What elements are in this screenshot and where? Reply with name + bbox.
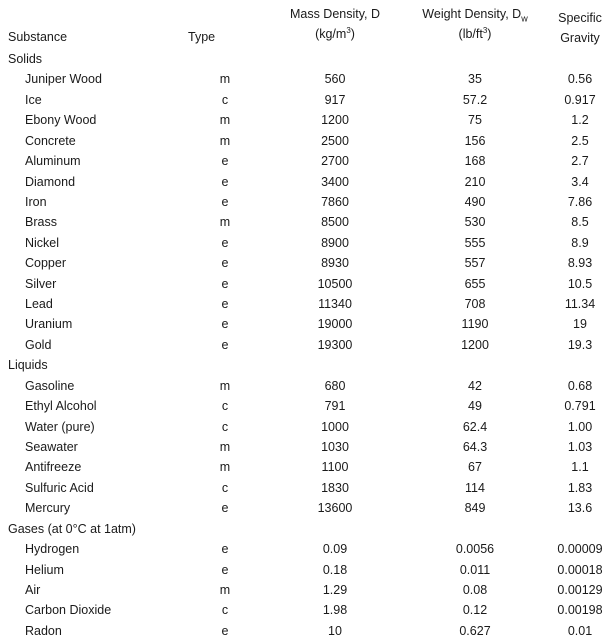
cell-mass-density: 2500 bbox=[321, 133, 349, 148]
cell-type: m bbox=[219, 215, 231, 230]
cell-specific-gravity: 0.56 bbox=[567, 72, 593, 87]
cell-specific-gravity: 1.83 bbox=[567, 480, 593, 495]
table-row bbox=[0, 131, 614, 151]
cell-weight-density: 67 bbox=[468, 460, 482, 475]
table-row bbox=[0, 539, 614, 559]
cell-weight-density: 64.3 bbox=[462, 439, 488, 454]
cell-mass-density: 1.29 bbox=[322, 582, 348, 597]
cell-substance: Seawater bbox=[25, 439, 78, 454]
cell-type: m bbox=[219, 582, 231, 597]
cell-weight-density: 555 bbox=[464, 235, 486, 250]
cell-mass-density: 8930 bbox=[321, 256, 349, 271]
table-row bbox=[0, 498, 614, 518]
cell-mass-density: 11340 bbox=[318, 297, 352, 312]
cell-specific-gravity: 0.01 bbox=[567, 623, 593, 638]
cell-mass-density: 19300 bbox=[317, 337, 353, 352]
cell-type: e bbox=[221, 501, 229, 516]
cell-specific-gravity: 0.00198 bbox=[557, 603, 603, 618]
cell-specific-gravity: 2.5 bbox=[571, 133, 589, 148]
cell-specific-gravity: 0.00009 bbox=[557, 542, 603, 557]
cell-weight-density: 0.011 bbox=[459, 562, 491, 577]
cell-weight-density: 490 bbox=[464, 194, 486, 209]
cell-mass-density: 1830 bbox=[321, 480, 349, 495]
section-header bbox=[0, 355, 614, 375]
cell-weight-density: 62.4 bbox=[462, 419, 488, 434]
cell-specific-gravity: 8.9 bbox=[571, 235, 589, 250]
cell-substance: Ice bbox=[25, 92, 42, 107]
table-row bbox=[0, 212, 614, 232]
table-row bbox=[0, 294, 614, 314]
cell-weight-density: 1200 bbox=[461, 337, 489, 352]
cell-type: e bbox=[221, 256, 229, 271]
cell-substance: Mercury bbox=[25, 501, 71, 516]
cell-specific-gravity: 19 bbox=[573, 317, 587, 332]
cell-weight-density: 849 bbox=[464, 501, 486, 516]
cell-mass-density: 7860 bbox=[321, 194, 349, 209]
section-header bbox=[0, 519, 614, 539]
cell-weight-density: 0.0056 bbox=[455, 542, 495, 557]
cell-specific-gravity: 13.6 bbox=[567, 501, 593, 516]
cell-type: e bbox=[221, 276, 229, 291]
cell-specific-gravity: 3.4 bbox=[571, 174, 589, 189]
cell-substance: Antifreeze bbox=[25, 460, 82, 475]
cell-substance: Ethyl Alcohol bbox=[25, 399, 97, 414]
cell-type: e bbox=[221, 337, 229, 352]
cell-specific-gravity: 1.1 bbox=[571, 460, 589, 475]
table-row bbox=[0, 233, 614, 253]
table-row bbox=[0, 172, 614, 192]
cell-mass-density: 0.18 bbox=[322, 562, 348, 577]
cell-specific-gravity: 8.5 bbox=[571, 215, 589, 230]
section-label: Gases (at 0°C at 1atm) bbox=[8, 521, 136, 536]
table-row bbox=[0, 478, 614, 498]
table-row bbox=[0, 580, 614, 600]
cell-substance: Helium bbox=[25, 562, 64, 577]
cell-weight-density: 210 bbox=[464, 174, 486, 189]
cell-substance: Ebony Wood bbox=[25, 113, 97, 128]
cell-mass-density: 680 bbox=[324, 378, 346, 393]
cell-substance: Juniper Wood bbox=[25, 72, 102, 87]
table-row bbox=[0, 457, 614, 477]
cell-weight-density: 75 bbox=[468, 113, 482, 128]
table-row bbox=[0, 69, 614, 89]
cell-substance: Copper bbox=[25, 256, 66, 271]
cell-type: e bbox=[221, 194, 229, 209]
cell-substance: Brass bbox=[25, 215, 57, 230]
cell-weight-density: 557 bbox=[464, 256, 486, 271]
table-row bbox=[0, 253, 614, 273]
cell-substance: Gasoline bbox=[25, 378, 75, 393]
cell-weight-density: 114 bbox=[465, 480, 485, 495]
cell-mass-density: 1100 bbox=[321, 460, 349, 475]
table-row bbox=[0, 376, 614, 396]
header-mass-density bbox=[265, 4, 405, 44]
cell-substance: Gold bbox=[25, 337, 52, 352]
header-mass-unit: $(kg/m^3)$ bbox=[315, 25, 355, 41]
cell-specific-gravity: 2.7 bbox=[571, 154, 589, 169]
table-row bbox=[0, 151, 614, 171]
cell-specific-gravity: 10.5 bbox=[567, 276, 593, 291]
cell-type: e bbox=[221, 623, 229, 638]
cell-specific-gravity: 0.68 bbox=[567, 378, 593, 393]
header-weight-unit: $(lb/ft^3)$ bbox=[458, 25, 492, 41]
cell-type: c bbox=[221, 480, 229, 495]
table-row bbox=[0, 314, 614, 334]
cell-mass-density: 19000 bbox=[317, 317, 353, 332]
cell-weight-density: 0.08 bbox=[462, 582, 488, 597]
cell-weight-density: 530 bbox=[464, 215, 486, 230]
cell-mass-density: 1200 bbox=[321, 113, 349, 128]
cell-substance: Radon bbox=[25, 623, 62, 638]
cell-substance: Water (pure) bbox=[25, 419, 95, 434]
cell-substance: Uranium bbox=[25, 317, 73, 332]
table-row bbox=[0, 335, 614, 355]
cell-mass-density: 10 bbox=[328, 623, 342, 638]
cell-substance: Carbon Dioxide bbox=[25, 603, 112, 618]
header-specific-gravity: Specific Gravity bbox=[558, 11, 602, 45]
cell-mass-density: 10500 bbox=[317, 276, 353, 291]
cell-weight-density: 35 bbox=[468, 72, 482, 87]
cell-type: m bbox=[219, 133, 231, 148]
cell-mass-density: 560 bbox=[324, 72, 346, 87]
cell-type: m bbox=[219, 72, 231, 87]
cell-specific-gravity: 7.86 bbox=[567, 194, 593, 209]
cell-type: m bbox=[219, 439, 231, 454]
cell-type: c bbox=[221, 419, 229, 434]
cell-type: c bbox=[221, 399, 229, 414]
cell-type: c bbox=[221, 92, 229, 107]
cell-mass-density: 8900 bbox=[321, 235, 349, 250]
table-row bbox=[0, 600, 614, 620]
cell-weight-density: 708 bbox=[464, 297, 486, 312]
cell-mass-density: 13600 bbox=[317, 501, 353, 516]
table-row bbox=[0, 192, 614, 212]
cell-type: e bbox=[221, 317, 229, 332]
cell-specific-gravity: 0.917 bbox=[564, 92, 596, 107]
cell-substance: Concrete bbox=[25, 133, 76, 148]
cell-weight-density: 49 bbox=[468, 399, 482, 414]
cell-type: e bbox=[221, 235, 229, 250]
cell-mass-density: 1.98 bbox=[322, 603, 348, 618]
header-mass-title: Mass Density, D bbox=[289, 7, 381, 21]
cell-type: c bbox=[221, 603, 229, 618]
cell-mass-density: 2700 bbox=[321, 154, 349, 169]
cell-specific-gravity: 1.03 bbox=[567, 439, 593, 454]
cell-substance: Diamond bbox=[25, 174, 76, 189]
cell-specific-gravity: 0.00129 bbox=[557, 582, 603, 597]
cell-weight-density: 1190 bbox=[461, 317, 489, 332]
cell-specific-gravity: 1.2 bbox=[571, 113, 589, 128]
cell-weight-density: 0.12 bbox=[462, 603, 488, 618]
cell-mass-density: 8500 bbox=[321, 215, 349, 230]
cell-weight-density: 42 bbox=[468, 378, 482, 393]
cell-type: e bbox=[221, 174, 229, 189]
header-weight-density bbox=[400, 4, 550, 44]
cell-type: m bbox=[219, 378, 231, 393]
table-row bbox=[0, 417, 614, 437]
cell-substance: Air bbox=[25, 582, 41, 597]
cell-substance: Nickel bbox=[25, 235, 60, 250]
table-row bbox=[0, 110, 614, 130]
cell-substance: Iron bbox=[25, 194, 47, 209]
section-label: Liquids bbox=[8, 358, 48, 373]
cell-specific-gravity: 0.791 bbox=[564, 399, 596, 414]
table-row bbox=[0, 274, 614, 294]
table-row bbox=[0, 560, 614, 580]
cell-mass-density: 1000 bbox=[321, 419, 349, 434]
cell-mass-density: 0.09 bbox=[322, 542, 348, 557]
table-row bbox=[0, 396, 614, 416]
cell-mass-density: 3400 bbox=[321, 174, 349, 189]
table-row bbox=[0, 437, 614, 457]
table-row bbox=[0, 90, 614, 110]
cell-mass-density: 791 bbox=[324, 399, 346, 414]
cell-specific-gravity: 1.00 bbox=[567, 419, 593, 434]
cell-type: e bbox=[221, 562, 229, 577]
cell-type: m bbox=[219, 113, 231, 128]
cell-weight-density: 156 bbox=[464, 133, 486, 148]
cell-mass-density: 917 bbox=[324, 92, 346, 107]
table-row bbox=[0, 621, 614, 641]
cell-substance: Sulfuric Acid bbox=[25, 480, 94, 495]
cell-weight-density: 655 bbox=[464, 276, 486, 291]
header-type: Type bbox=[188, 30, 216, 44]
cell-weight-density: 168 bbox=[464, 154, 486, 169]
cell-type: e bbox=[221, 542, 229, 557]
cell-specific-gravity: 11.34 bbox=[564, 297, 596, 312]
cell-substance: Hydrogen bbox=[25, 542, 80, 557]
cell-type: m bbox=[219, 460, 231, 475]
cell-specific-gravity: 8.93 bbox=[567, 256, 593, 271]
header-weight-title: Weight Density, $D_w$ bbox=[422, 7, 528, 24]
cell-type: e bbox=[221, 297, 229, 312]
cell-mass-density: 1030 bbox=[321, 439, 349, 454]
section-label: Solids bbox=[8, 52, 43, 66]
cell-specific-gravity: 19.3 bbox=[567, 337, 593, 352]
cell-substance: Aluminum bbox=[25, 154, 81, 169]
cell-specific-gravity: 0.00018 bbox=[557, 562, 603, 577]
cell-weight-density: 57.2 bbox=[462, 92, 488, 107]
header-substance: Substance bbox=[8, 30, 68, 44]
cell-weight-density: 0.627 bbox=[459, 623, 491, 638]
cell-substance: Lead bbox=[25, 297, 53, 312]
section-header bbox=[0, 49, 614, 69]
cell-substance: Silver bbox=[25, 276, 57, 291]
cell-type: e bbox=[221, 154, 229, 169]
